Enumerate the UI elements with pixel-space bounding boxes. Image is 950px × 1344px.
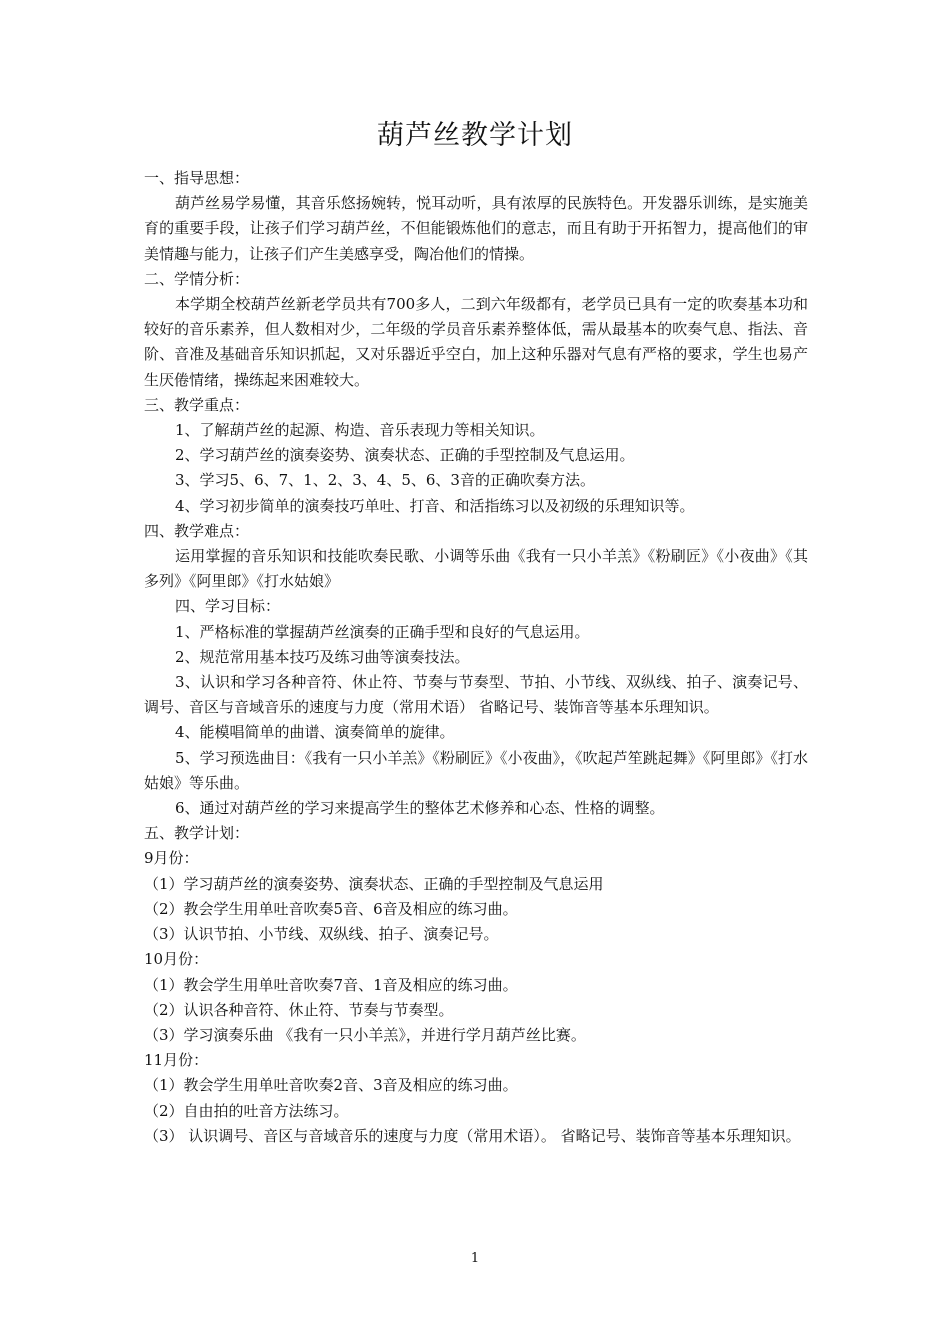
list-item: 2、学习葫芦丝的演奏姿势、演奏状态、正确的手型控制及气息运用。 bbox=[175, 446, 635, 465]
section-heading-key-points: 三、教学重点： bbox=[144, 395, 250, 414]
list-item: 6、通过对葫芦丝的学习来提高学生的整体艺术修养和心态、性格的调整。 bbox=[175, 799, 665, 818]
plan-item: （1）教会学生用单吐音吹奏2音、3音及相应的练习曲。 bbox=[144, 1076, 518, 1095]
plan-item: （1）学习葫芦丝的演奏姿势、演奏状态、正确的手型控制及气息运用 bbox=[144, 874, 604, 893]
list-item: 4、能模唱简单的曲谱、演奏简单的旋律。 bbox=[175, 723, 455, 742]
paragraph-difficulties: 运用掌握的音乐知识和技能吹奏民歌、小调等乐曲《我有一只小羊羔》《粉刷匠》《小夜曲》《其多列》《阿里郎》《打水姑娘》 bbox=[144, 547, 808, 591]
document-title: 葫芦丝教学计划 bbox=[377, 120, 573, 151]
section-heading-plan: 五、教学计划： bbox=[144, 824, 250, 843]
page-number: 1 bbox=[470, 1251, 480, 1266]
plan-item: （3） 认识调号、音区与音域音乐的速度与力度（常用术语）。 省略记号、装饰音等基本乐理知识。 bbox=[144, 1126, 801, 1145]
plan-item: （3）认识节拍、小节线、双纵线、拍子、演奏记号。 bbox=[144, 925, 499, 944]
month-label: 11月份： bbox=[144, 1051, 209, 1070]
list-item: 5、学习预选曲目：《我有一只小羊羔》《粉刷匠》《小夜曲》，《吹起芦笙跳起舞》《阿里郎》《打水姑娘》等乐曲。 bbox=[144, 748, 808, 792]
paragraph-analysis: 本学期全校葫芦丝新老学员共有700多人，二到六年级都有，老学员已具有一定的吹奏基本功和较好的音乐素养，但人数相对少，二年级的学员音乐素养整体低，需从最基本的吹奏气息、指法、音阶、音准及基础音乐知识抓起，又对乐器近乎空白，加上这种乐器对气息有严格的要求，学生也易产生厌倦情绪，操练起来困难较大。 bbox=[144, 295, 808, 389]
plan-item: （2）认识各种音符、休止符、节奏与节奏型。 bbox=[144, 1000, 454, 1019]
list-item: 1、严格标准的掌握葫芦丝演奏的正确手型和良好的气息运用。 bbox=[175, 622, 590, 641]
plan-item: （1）教会学生用单吐音吹奏7音、1音及相应的练习曲。 bbox=[144, 975, 518, 994]
list-item: 3、学习5、6、7、1、2、3、4、5、6、3音的正确吹奏方法。 bbox=[175, 471, 595, 490]
plan-item: （2）自由拍的吐音方法练习。 bbox=[144, 1101, 349, 1120]
plan-item: （2）教会学生用单吐音吹奏5音、6音及相应的练习曲。 bbox=[144, 899, 518, 918]
document-body bbox=[144, 166, 808, 1149]
section-heading-difficulties: 四、教学难点： bbox=[144, 521, 250, 540]
section-heading-goals: 四、学习目标： bbox=[175, 597, 281, 616]
section-heading-guiding: 一、指导思想： bbox=[144, 169, 250, 187]
list-item: 2、规范常用基本技巧及练习曲等演奏技法。 bbox=[175, 647, 470, 666]
section-heading-analysis: 二、学情分析： bbox=[144, 269, 250, 288]
month-label: 9月份： bbox=[144, 849, 199, 868]
list-item: 3、认识和学习各种音符、休止符、节奏与节奏型、节拍、小节线、双纵线、拍子、演奏记号、调号、音区与音域音乐的速度与力度（常用术语） 省略记号、装饰音等基本乐理知识。 bbox=[144, 673, 808, 717]
month-label: 10月份： bbox=[144, 950, 209, 969]
list-item: 1、了解葫芦丝的起源、构造、音乐表现力等相关知识。 bbox=[175, 421, 545, 440]
list-item: 4、学习初步简单的演奏技巧单吐、打音、和活指练习以及初级的乐理知识等。 bbox=[175, 496, 695, 515]
paragraph-guiding: 葫芦丝易学易懂，其音乐悠扬婉转，悦耳动听，具有浓厚的民族特色。开发器乐训练，是实施美育的重要手段，让孩子们学习葫芦丝，不但能锻炼他们的意志，而且有助于开拓智力，提高他们的审美情趣与能力，让孩子们产生美感享受，陶冶他们的情操。 bbox=[144, 194, 808, 263]
plan-item: （3）学习演奏乐曲 《我有一只小羊羔》，并进行学月葫芦丝比赛。 bbox=[144, 1025, 586, 1044]
